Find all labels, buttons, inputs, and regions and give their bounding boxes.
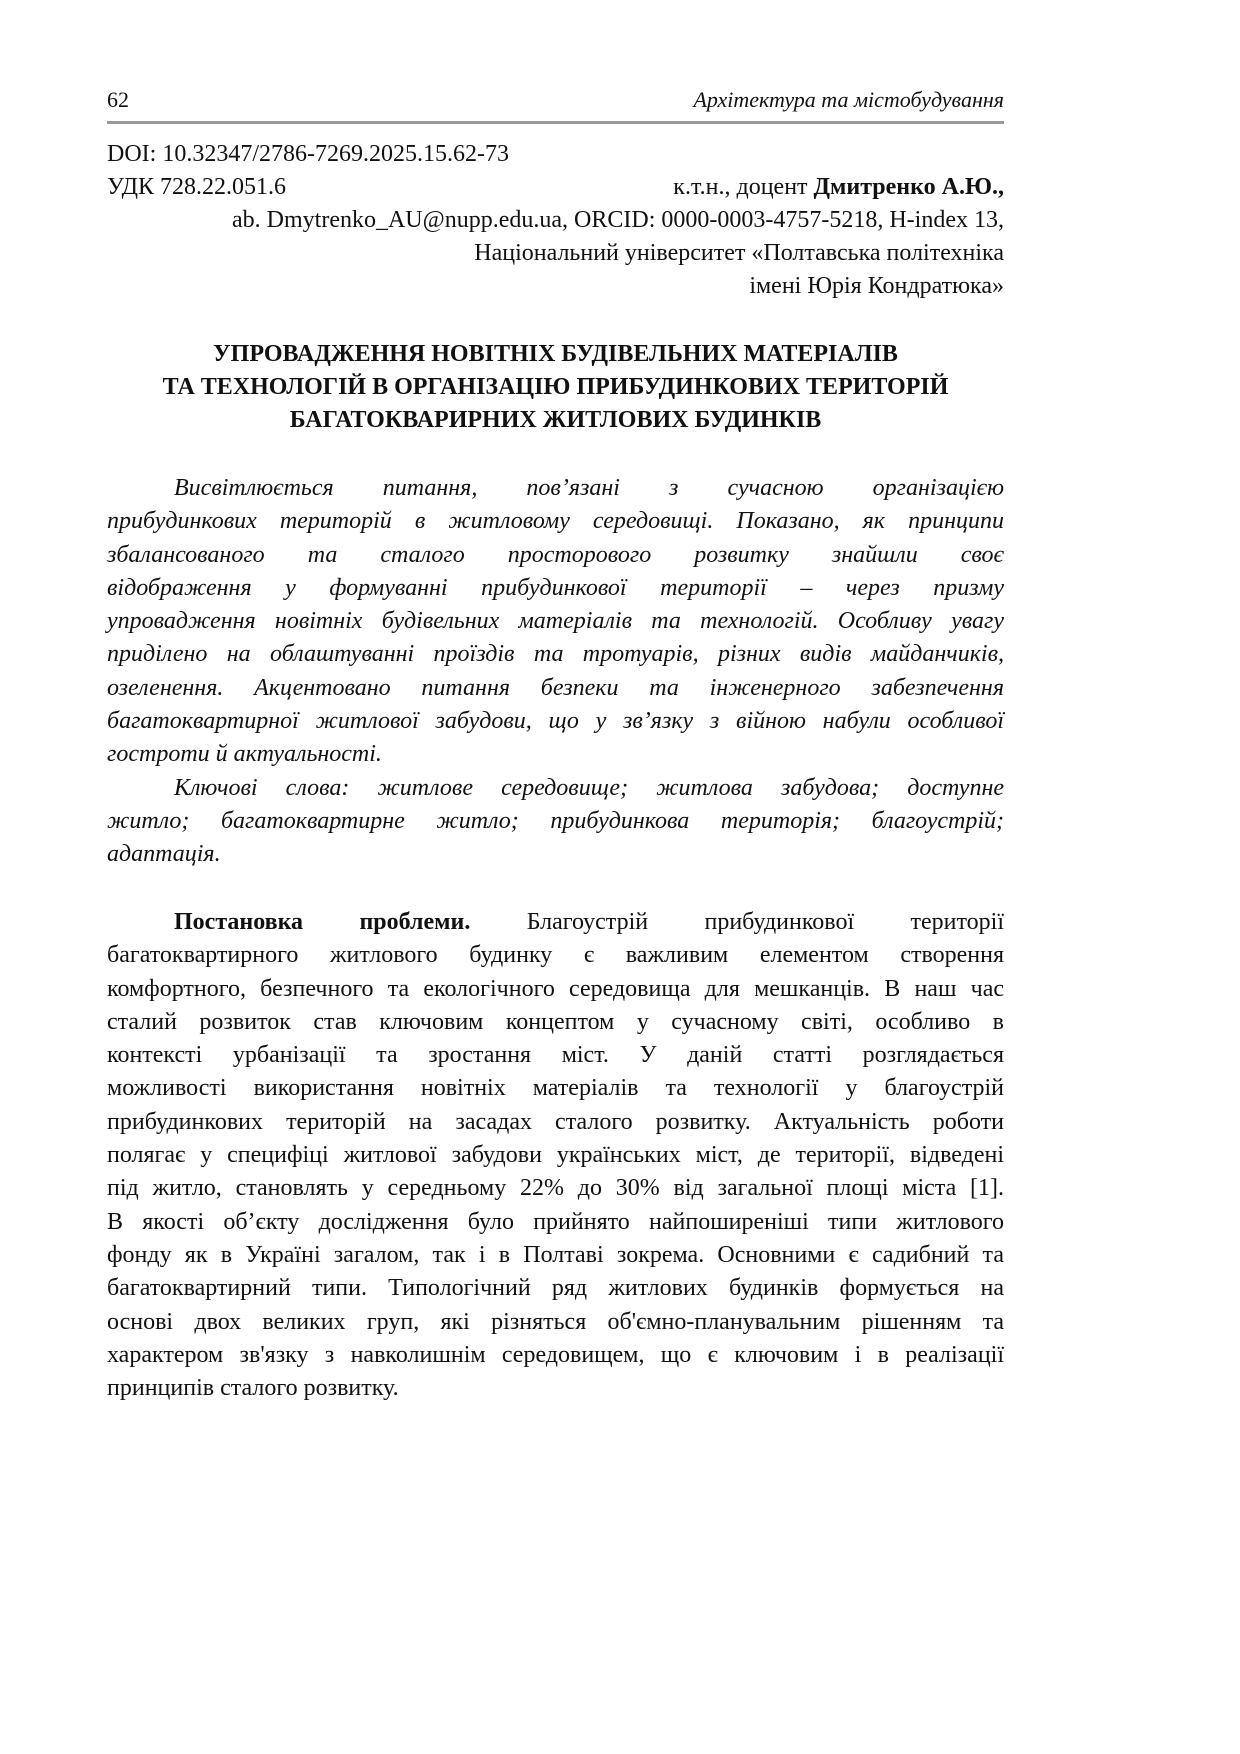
body-first-line <box>107 906 1004 939</box>
affiliation-line-2: імені Юрія Кондратюка» <box>749 273 1004 299</box>
body-line: сталий розвиток став ключовим концептом у сучасному світі, особливо в <box>107 1008 1004 1035</box>
article-title <box>107 338 1004 437</box>
article-meta <box>107 138 1004 303</box>
body-line: принципів сталого розвитку. <box>107 1375 399 1402</box>
keywords-line: Ключові слова: житлове середовище; житлова забудова; доступне <box>174 774 1004 801</box>
keywords-line: адаптація. <box>107 841 221 868</box>
title-line: БАГАТОКВАРИРНИХ ЖИТЛОВИХ БУДИНКІВ <box>289 407 822 433</box>
body-line: під житло, становлять у середньому 22% до 30% від загальної площі міста [1]. <box>107 1175 1004 1202</box>
abstract-line: гостроти й актуальності. <box>107 741 382 768</box>
body-line: можливості використання новітніх матеріалів та технології у благоустрій <box>107 1075 1004 1102</box>
running-header <box>107 86 1004 114</box>
abstract-line: збалансованого та сталого просторового розвитку знайшли своє <box>107 541 1004 568</box>
body-line: комфортного, безпечного та екологічного середовища для мешканців. В наш час <box>107 975 1004 1002</box>
abstract-line: багатоквартирної житлової забудови, що у зв’язку з війною набули особливої <box>107 708 1004 735</box>
udc: УДК 728.22.051.6 <box>107 174 286 200</box>
title-line: УПРОВАДЖЕННЯ НОВІТНІХ БУДІВЕЛЬНИХ МАТЕРІАЛІВ <box>213 341 898 367</box>
author-name: Дмитренко А.Ю., <box>813 174 1004 200</box>
author-contacts: ab. Dmytrenko_AU@nupp.edu.ua, ORCID: 0000-0003-4757-5218, H-index 13, <box>232 207 1004 233</box>
keywords-line: житло; багатоквартирне житло; прибудинкова територія; благоустрій; <box>107 807 1004 834</box>
body-line: основі двох великих груп, які різняться об'ємно-планувальним рішенням та <box>107 1308 1004 1335</box>
body-text: Благоустрій прибудинкової території <box>470 909 1004 935</box>
abstract-line: прибудинкових територій в житловому середовищі. Показано, як принципи <box>107 508 1004 535</box>
body-line: характером зв'язку з навколишнім середовищем, що є ключовим і в реалізації <box>107 1341 1004 1368</box>
body-section <box>107 906 1004 1405</box>
body-line: полягає у специфіці житлової забудови українських міст, де території, відведені <box>107 1142 1004 1169</box>
doi: DOI: 10.32347/2786-7269.2025.15.62-73 <box>107 141 509 167</box>
header-rule <box>107 121 1004 124</box>
abstract-line: озеленення. Акцентовано питання безпеки та інженерного забезпечення <box>107 674 1004 701</box>
abstract-line: приділено на облаштуванні проїздів та тротуарів, різних видів майданчиків, <box>107 641 1004 668</box>
body-line: контексті урбанізації та зростання міст. У даній статті розглядається <box>107 1042 1004 1069</box>
author <box>673 171 1004 204</box>
affiliation-line-1: Національний університет «Полтавська політехніка <box>474 240 1004 266</box>
page-number: 62 <box>107 87 129 112</box>
body-line: прибудинкових територій на засадах сталого розвитку. Актуальність роботи <box>107 1108 1004 1135</box>
journal-title: Архітектура та містобудування <box>693 87 1004 112</box>
abstract <box>107 472 1004 872</box>
body-line: В якості об’єкту дослідження було прийнято найпоширеніші типи житлового <box>107 1208 1004 1235</box>
abstract-line: відображення у формуванні прибудинкової території – через призму <box>107 574 1004 601</box>
body-line: багатоквартирного житлового будинку є важливим елементом створення <box>107 942 1004 969</box>
title-line: ТА ТЕХНОЛОГІЙ В ОРГАНІЗАЦІЮ ПРИБУДИНКОВИХ ТЕРИТОРІЙ <box>162 374 949 400</box>
udc-author-row <box>107 171 1004 204</box>
body-line: багатоквартирний типи. Типологічний ряд житлових будинків формується на <box>107 1275 1004 1302</box>
abstract-line: упровадження новітніх будівельних матеріалів та технологій. Особливу увагу <box>107 608 1004 635</box>
body-line: фонду як в Україні загалом, так і в Полтаві зокрема. Основними є садибний та <box>107 1241 1004 1268</box>
author-degree: к.т.н., доцент <box>673 174 814 200</box>
section-heading: Постановка проблеми. <box>174 909 471 935</box>
abstract-line: Висвітлюється питання, пов’язані з сучасною організацією <box>174 475 1004 501</box>
